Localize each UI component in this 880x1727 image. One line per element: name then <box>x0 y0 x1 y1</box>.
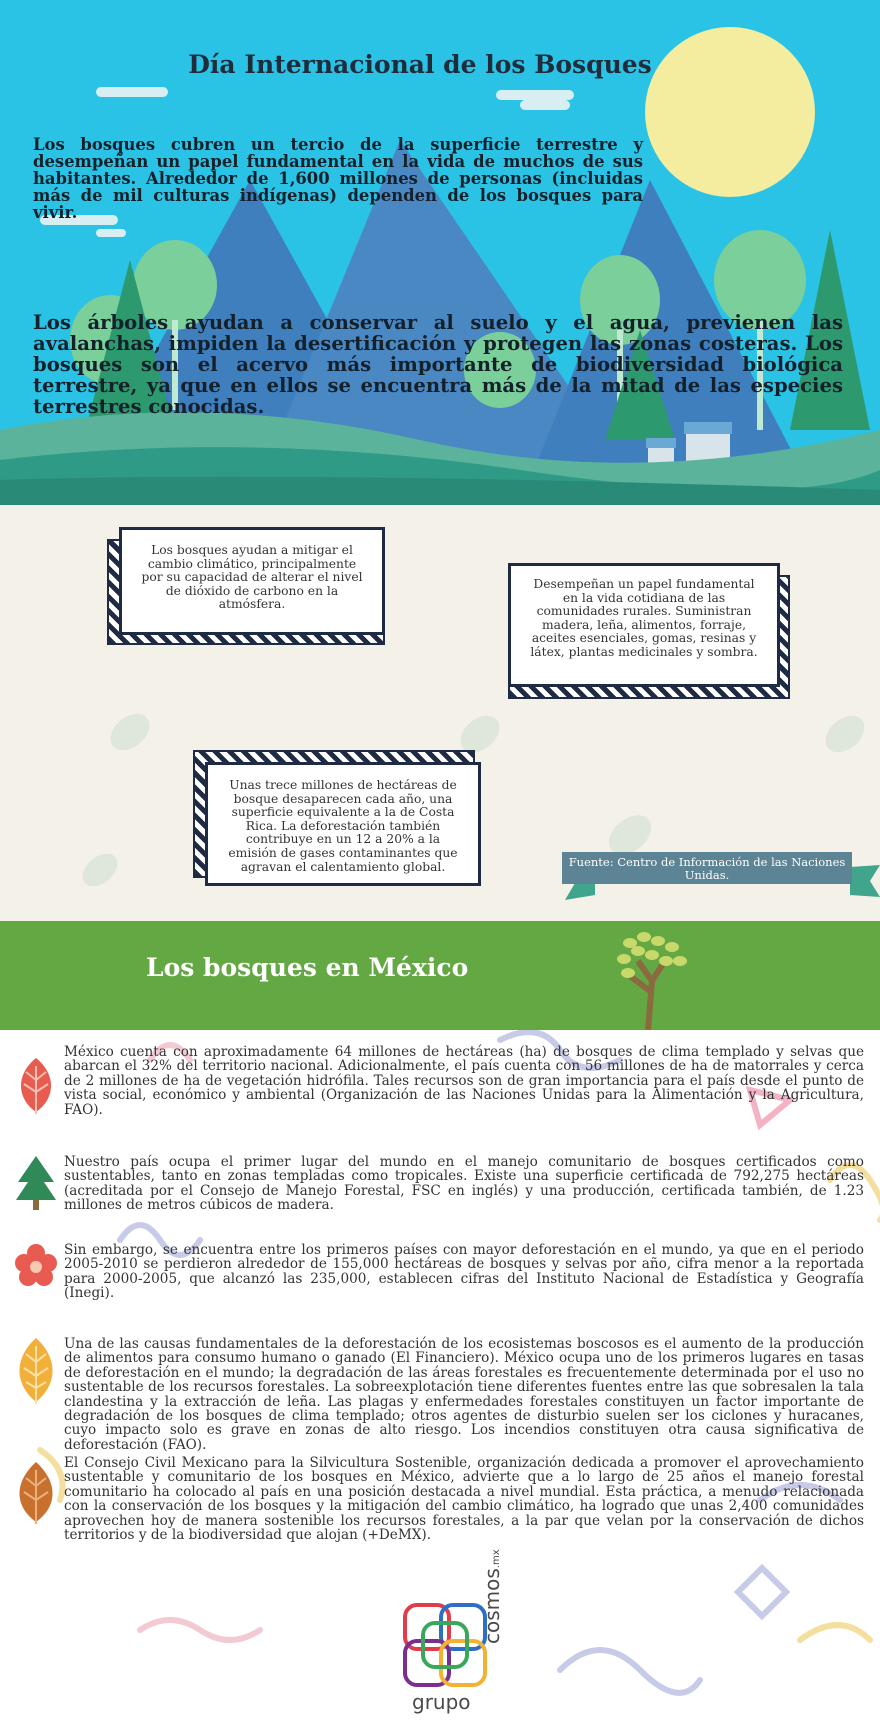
autumn-leaf-icon <box>14 1336 58 1406</box>
mexico-content-section <box>0 1030 880 1727</box>
flower-icon <box>14 1243 58 1289</box>
trees-benefits-paragraph: Los árboles ayudan a conservar al suelo y el agua, previenen las avalanchas, impiden la desertificación y protegen las zonas costeras. Los bosques son el acervo más importante de biodiversidad biológica terrestre, ya que en ellos se encuentra más de la mitad de las especies terrestres conocidas. <box>33 311 843 418</box>
paragraph: Nuestro país ocupa el primer lugar del mundo en el manejo comunitario de bosques certificados como sustentables, tanto en zonas templadas como tropicales. Existe una superficie certificada de 792,275 hectáreas (acreditada por el Consejo de Manejo Forestal, FSC en inglés) y una producción, certificada también, de 1.23 millones de metros cúbicos de madera. <box>64 1154 864 1214</box>
section-title: Los bosques en México <box>146 953 469 982</box>
fact-card-text: Desempeñan un papel fundamental en la vida cotidiana de las comunidades rurales. Suministran madera, leña, alimentos, forraje, aceites esenciales, gomas, resinas y látex, plantas medicinales y sombra. <box>508 563 780 687</box>
tree-illustration <box>600 921 700 1030</box>
logo-brand: grupo <box>412 1690 471 1714</box>
red-leaf-icon <box>14 1056 58 1116</box>
source-label: Fuente: Centro de Información de las Naciones Unidas. <box>562 852 852 884</box>
pine-tree-icon <box>14 1154 58 1212</box>
acorn-leaf-icon <box>14 1460 58 1526</box>
page-title: Día Internacional de los Bosques <box>188 50 652 79</box>
paragraph: El Consejo Civil Mexicano para la Silvicultura Sostenible, organización dedicada a promover el aprovechamiento sustentable y comunitario de los bosques en México, advierte que a lo largo de 25 años el manejo forestal comunitario ha colocado al país en una posición destacada a nivel mundial. Esta práctica, a menudo relacionada con la conservación de los bosques y la mitigación del cambio climático, ha logrado que unas 2,400 comunidades aprovechen hoy de manera sostenible los recursos forestales, a la par que velan por la conservación de dichos territorios y de la biodiversidad que alojan (+DeMX). <box>64 1455 864 1544</box>
fact-card-text: Los bosques ayudan a mitigar el cambio climático, principalmente por su capacidad de alterar el nivel de dióxido de carbono en la atmósfera. <box>119 527 385 635</box>
grupo-cosmos-logo <box>400 1549 530 1720</box>
logo-name: cosmos.mx <box>480 1549 504 1644</box>
mexico-banner <box>0 921 880 1030</box>
hero-section <box>0 0 880 505</box>
fact-card-text: Unas trece millones de hectáreas de bosque desaparecen cada año, una superficie equivalente a la de Costa Rica. La deforestación también contribuye en un 12 a 20% a la emisión de gases contaminantes que agravan el calentamiento global. <box>205 762 481 886</box>
facts-section <box>0 505 880 921</box>
paragraph: México cuenta con aproximadamente 64 millones de hectáreas (ha) de bosques de clima templado y selvas que abarcan el 32% del territorio nacional. Adicionalmente, el país cuenta con 56 millones de ha de matorrales y cerca de 2 millones de ha de vegetación hidrófila. Tales recursos son de gran importancia para el país desde el punto de vista social, económico y ambiental (Organización de las Naciones Unidas para la Alimentación y la Agricultura, FAO). <box>64 1044 864 1118</box>
paragraph: Una de las causas fundamentales de la deforestación de los ecosistemas boscosos es el aumento de la producción de alimentos para consumo humano o ganado (El Financiero). México ocupa uno de los primeros lugares en tasas de deforestación en el mundo; la degradación de las áreas forestales es frecuentemente determinada por el uso no sustentable de los recursos forestales. La sobreexplotación tiene diferentes fuentes entre las que sobresalen la tala clandestina y la extracción de leña. Las plagas y enfermedades forestales constituyen un factor importante de degradación de los bosques de clima templado; otros agentes de disturbio suelen ser los ciclones y huracanes, cuyo impacto solo es grave en zonas de alto riesgo. Los incendios constituyen otra causa significativa de deforestación (FAO). <box>64 1336 864 1453</box>
paragraph: Sin embargo, se encuentra entre los primeros países con mayor deforestación en el mundo, ya que en el periodo 2005-2010 se perdieron alrededor de 155,000 hectáreas de bosques y selvas por año, cifra menor a la reportada para 2000-2005, que alcanzó las 235,000, establecen cifras del Instituto Nacional de Estadística y Geografía (Inegi). <box>64 1242 864 1302</box>
intro-paragraph: Los bosques cubren un tercio de la superficie terrestre y desempeñan un papel fundamental en la vida de muchos de sus habitantes. Alrededor de 1,600 millones de personas (incluidas más de mil culturas indígenas) dependen de los bosques para vivir. <box>33 135 643 222</box>
